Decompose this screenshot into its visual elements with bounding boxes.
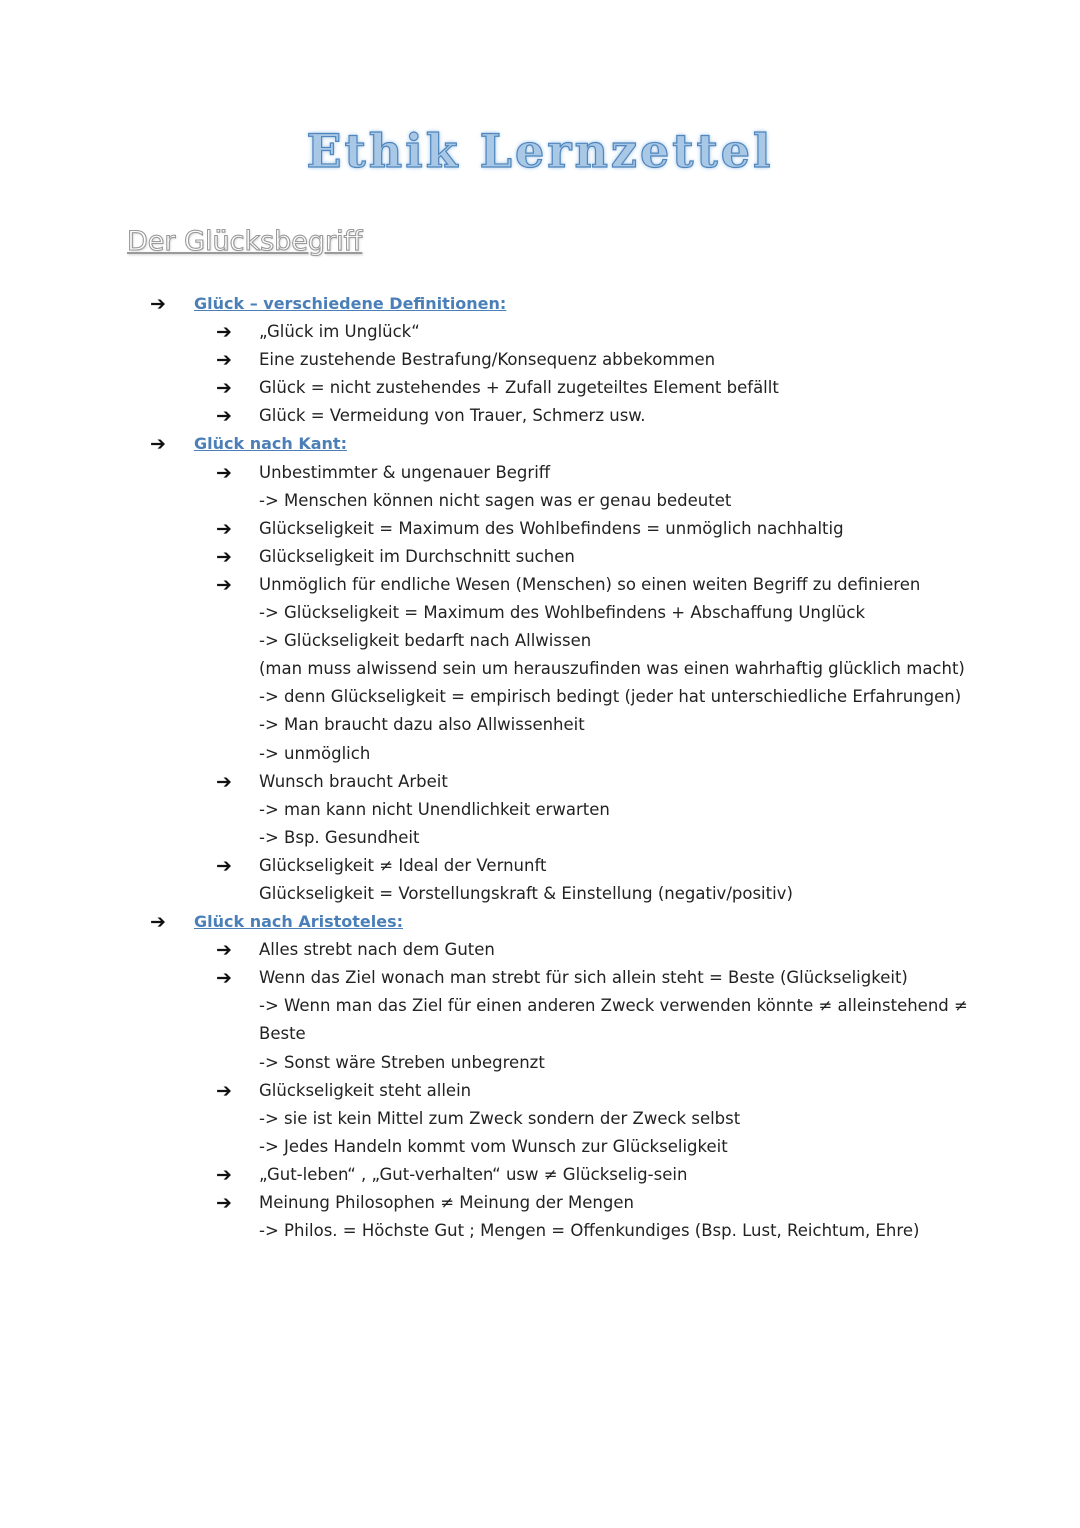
list-item xyxy=(0,459,1080,487)
arrow-right-icon: ➔ xyxy=(216,939,232,962)
list-item xyxy=(0,992,1080,1020)
list-item-text: -> sie ist kein Mittel zum Zweck sondern der Zweck selbst xyxy=(259,1108,741,1128)
list-item-text: -> Jedes Handeln kommt vom Wunsch zur Glückseligkeit xyxy=(259,1136,728,1156)
topic-heading xyxy=(0,290,1080,318)
arrow-right-icon: ➔ xyxy=(216,321,232,344)
list-item-text: Alles strebt nach dem Guten xyxy=(259,940,495,960)
arrow-right-icon: ➔ xyxy=(216,1192,232,1214)
list-item xyxy=(0,796,1080,824)
arrow-right-icon: ➔ xyxy=(216,770,232,793)
list-item-text: -> Sonst wäre Streben unbegrenzt xyxy=(259,1052,545,1072)
list-item-text: -> Menschen können nicht sagen was er genau bedeutet xyxy=(259,490,732,510)
arrow-right-icon: ➔ xyxy=(216,405,232,428)
list-item xyxy=(0,936,1080,964)
list-item-text: -> Man braucht dazu also Allwissenheit xyxy=(259,715,585,735)
list-item-text: Glück = Vermeidung von Trauer, Schmerz usw. xyxy=(259,406,646,426)
page-title: Ethik Lernzettel xyxy=(306,124,774,178)
section-title: Der Glücksbegriff xyxy=(127,226,363,257)
list-item xyxy=(0,402,1080,430)
topic-heading xyxy=(0,430,1080,458)
list-item-text: Glückseligkeit = Maximum des Wohlbefindens = unmöglich nachhaltig xyxy=(259,518,844,538)
list-item xyxy=(0,599,1080,627)
topic-heading-text: Glück nach Aristoteles: xyxy=(194,912,404,932)
list-item xyxy=(0,627,1080,655)
arrow-right-icon: ➔ xyxy=(216,573,232,596)
list-item xyxy=(0,852,1080,880)
list-item xyxy=(0,318,1080,346)
list-item xyxy=(0,768,1080,796)
list-item xyxy=(0,1020,1080,1048)
arrow-right-icon: ➔ xyxy=(216,545,232,568)
arrow-right-icon: ➔ xyxy=(216,461,232,484)
list-item xyxy=(0,1189,1080,1217)
list-item-text: Glückseligkeit steht allein xyxy=(259,1080,472,1100)
arrow-right-icon: ➔ xyxy=(216,854,232,877)
list-item-text: Meinung Philosophen ≠ Meinung der Mengen xyxy=(259,1193,634,1212)
arrow-right-icon: ➔ xyxy=(216,349,232,372)
list-item-text: Unbestimmter & ungenauer Begriff xyxy=(259,462,551,482)
list-item xyxy=(0,515,1080,543)
list-item xyxy=(0,711,1080,739)
list-item-text: Beste xyxy=(259,1024,306,1044)
list-item-text: -> Philos. = Höchste Gut ; Mengen = Offenkundiges (Bsp. Lust, Reichtum, Ehre) xyxy=(259,1221,920,1241)
list-item xyxy=(0,1049,1080,1077)
topic-heading xyxy=(0,908,1080,936)
list-item xyxy=(0,1133,1080,1161)
list-item-text: Eine zustehende Bestrafung/Konsequenz abbekommen xyxy=(259,350,716,370)
list-item-text: -> Glückseligkeit bedarft nach Allwissen xyxy=(259,631,592,651)
list-item-text: Glückseligkeit = Vorstellungskraft & Einstellung (negativ/positiv) xyxy=(259,883,793,903)
list-item-text: Glückseligkeit ≠ Ideal der Vernunft xyxy=(259,855,547,875)
list-item xyxy=(0,1105,1080,1133)
arrow-right-icon: ➔ xyxy=(216,1079,232,1102)
list-item-text: -> denn Glückseligkeit = empirisch bedingt (jeder hat unterschiedliche Erfahrungen) xyxy=(259,687,962,707)
list-item-text: „Gut-leben“ , „Gut-verhalten“ usw ≠ Glückselig-sein xyxy=(259,1164,688,1184)
list-item xyxy=(0,543,1080,571)
list-item xyxy=(0,374,1080,402)
arrow-right-icon: ➔ xyxy=(216,1163,232,1186)
list-item xyxy=(0,655,1080,683)
arrow-right-icon: ➔ xyxy=(216,967,232,990)
list-item xyxy=(0,964,1080,992)
arrow-right-icon: ➔ xyxy=(150,911,166,934)
arrow-right-icon: ➔ xyxy=(150,433,166,456)
list-item-text: -> Wenn man das Ziel für einen anderen Zweck verwenden könnte ≠ alleinstehend ≠ xyxy=(259,996,968,1016)
list-item-text: -> unmöglich xyxy=(259,743,371,763)
arrow-right-icon: ➔ xyxy=(216,377,232,400)
list-item-text: Wunsch braucht Arbeit xyxy=(259,771,448,791)
list-item-text: -> Bsp. Gesundheit xyxy=(259,827,420,847)
list-item xyxy=(0,824,1080,852)
list-item-text: Glück = nicht zustehendes + Zufall zugeteiltes Element befällt xyxy=(259,378,779,398)
list-item xyxy=(0,346,1080,374)
list-item xyxy=(0,1077,1080,1105)
list-item xyxy=(0,487,1080,515)
topic-heading-text: Glück nach Kant: xyxy=(194,434,347,454)
arrow-right-icon: ➔ xyxy=(150,293,166,315)
list-item-text: Glückseligkeit im Durchschnitt suchen xyxy=(259,546,575,566)
notes-list xyxy=(0,290,1080,1245)
list-item xyxy=(0,683,1080,711)
list-item xyxy=(0,571,1080,599)
list-item xyxy=(0,740,1080,768)
list-item-text: „Glück im Unglück“ xyxy=(259,322,420,342)
list-item xyxy=(0,880,1080,908)
list-item xyxy=(0,1217,1080,1245)
list-item xyxy=(0,1161,1080,1189)
list-item-text: Unmöglich für endliche Wesen (Menschen) so einen weiten Begriff zu definieren xyxy=(259,574,921,594)
list-item-text: Wenn das Ziel wonach man strebt für sich allein steht = Beste (Glückseligkeit) xyxy=(259,968,908,988)
arrow-right-icon: ➔ xyxy=(216,517,232,540)
list-item-text: -> man kann nicht Unendlichkeit erwarten xyxy=(259,799,610,819)
list-item-text: (man muss alwissend sein um herauszufinden was einen wahrhaftig glücklich macht) xyxy=(259,659,965,679)
list-item-text: -> Glückseligkeit = Maximum des Wohlbefindens + Abschaffung Unglück xyxy=(259,603,865,623)
topic-heading-text: Glück – verschiedene Definitionen: xyxy=(194,294,507,313)
